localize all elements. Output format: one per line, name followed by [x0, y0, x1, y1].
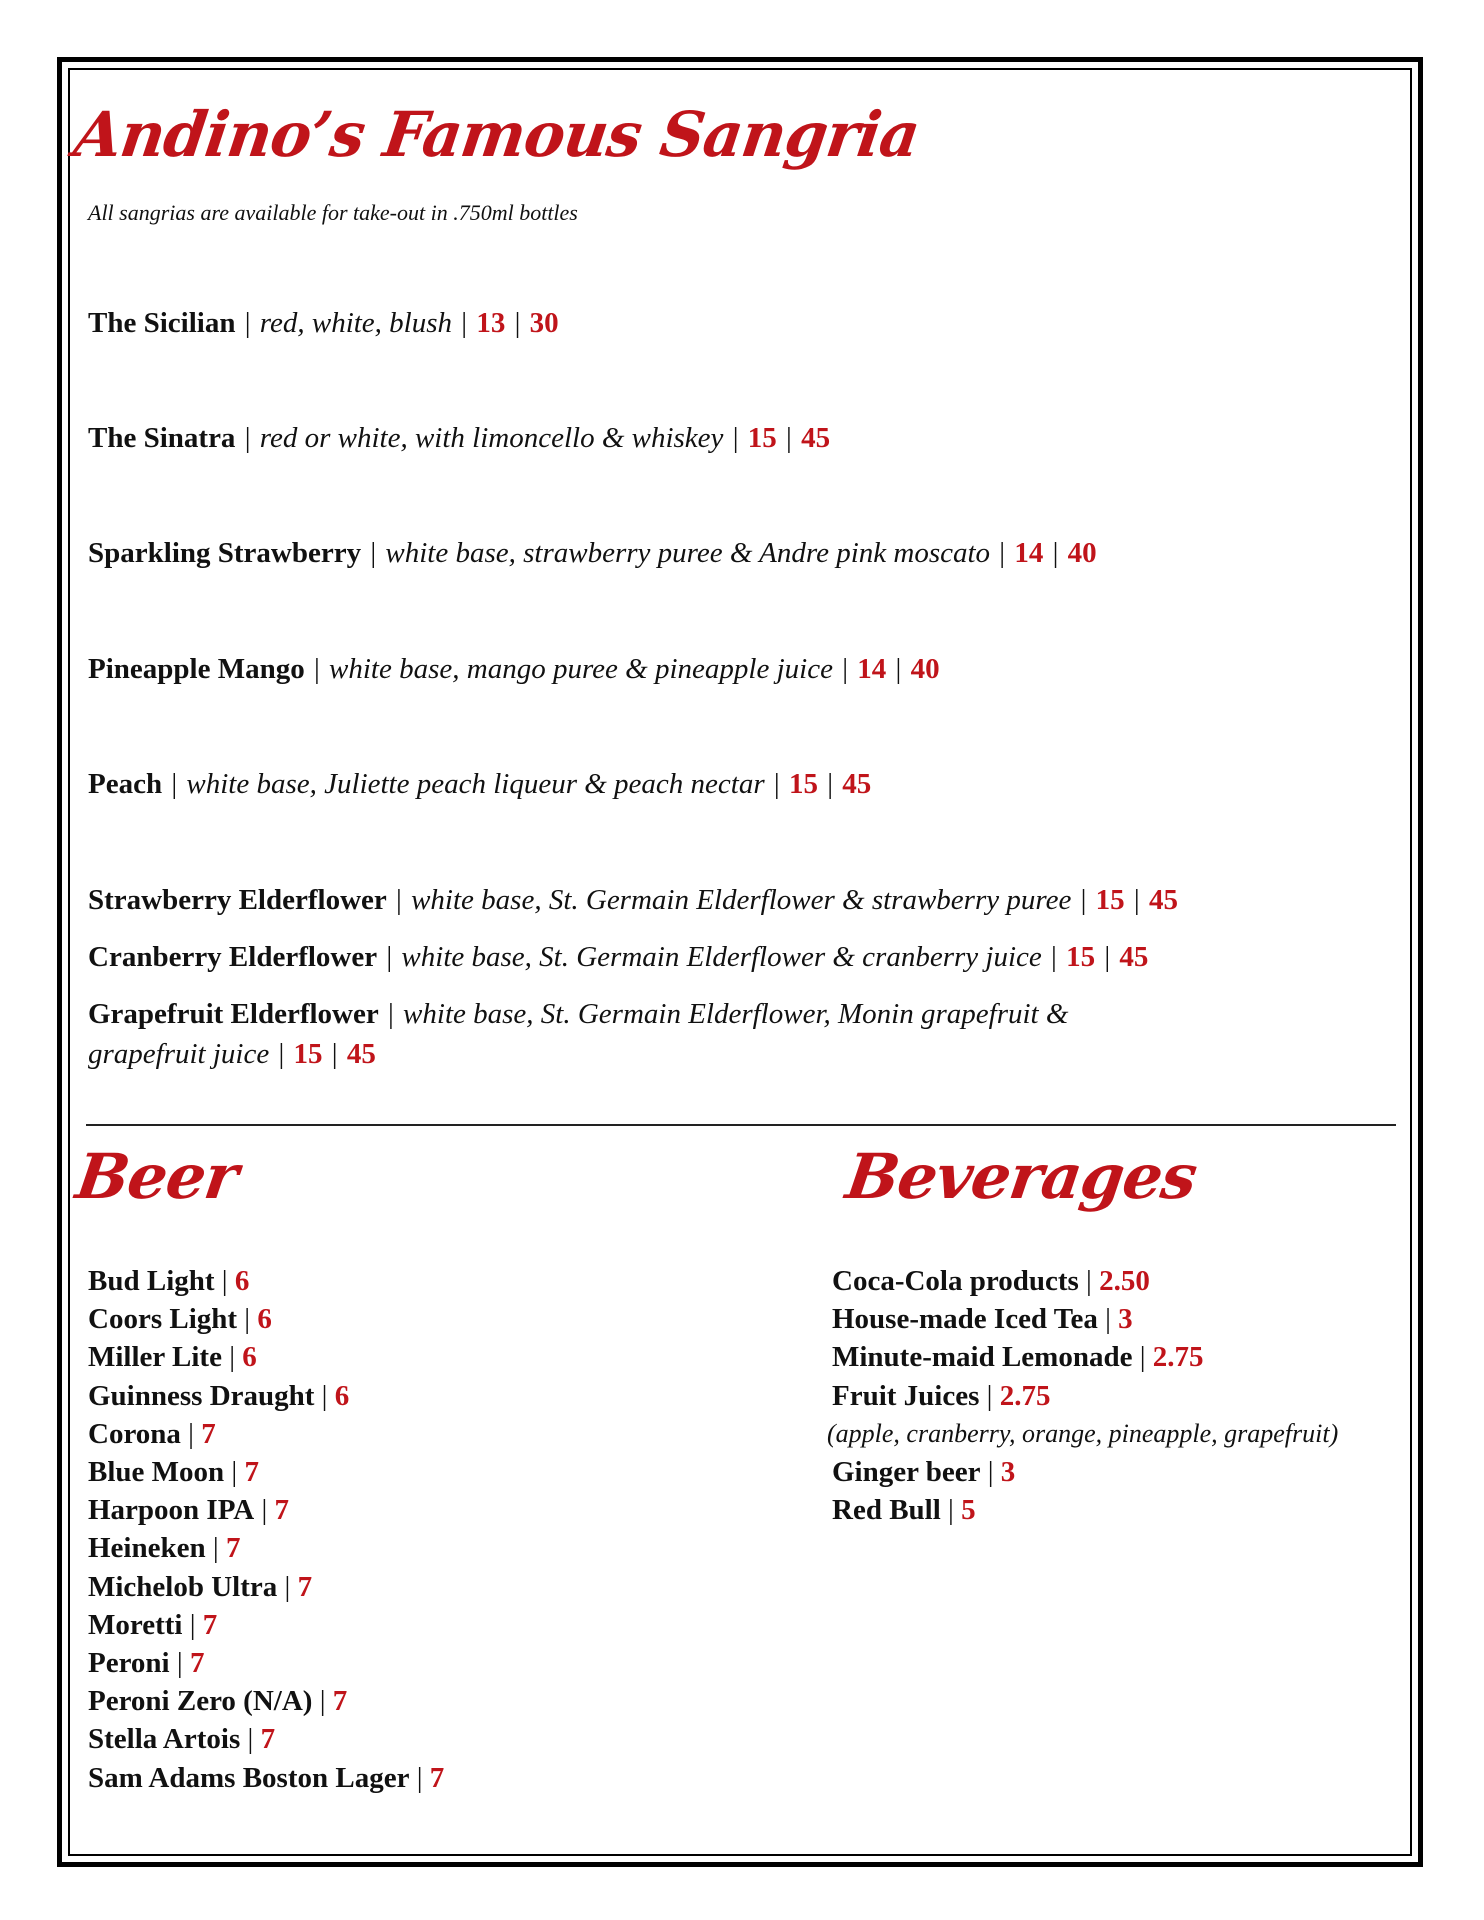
item-desc: white base, St. Germain Elderflower & strawberry puree — [411, 884, 1072, 916]
item-desc: white base, mango puree & pineapple juice — [329, 653, 833, 685]
sangria-item-pineapple-mango: Pineapple Mango | white base, mango puree & pineapple juice | 14 | 40 — [88, 653, 940, 685]
item-price-bottle: 45 — [842, 768, 872, 800]
section-divider — [86, 1124, 1396, 1126]
sangria-item-grapefruit-elderflower: Grapefruit Elderflower | white base, St. Germain Elderflower, Monin grapefruit & — [88, 998, 1069, 1030]
list-item: Coca-Cola products | 2.50 — [832, 1265, 1150, 1297]
item-price-bottle: 45 — [801, 422, 831, 454]
sangria-item-grapefruit-elderflower-cont: grapefruit juice | 15 | 45 — [88, 1038, 376, 1070]
item-desc-cont: grapefruit juice — [88, 1038, 270, 1070]
item-name: Cranberry Elderflower — [88, 941, 378, 973]
list-item: Corona | 7 — [88, 1417, 216, 1450]
beverages-title: Beverages — [841, 1140, 1201, 1213]
beer-list — [88, 1262, 444, 1797]
item-price-bottle: 40 — [910, 653, 940, 685]
list-item: Fruit Juices | 2.75 — [832, 1379, 1051, 1412]
item-name: Grapefruit Elderflower — [88, 998, 379, 1030]
item-name: The Sinatra — [88, 422, 236, 454]
item-price-bottle: 45 — [1148, 884, 1178, 916]
item-price-glass: 15 — [1095, 884, 1125, 916]
sangria-item-sparkling-strawberry: Sparkling Strawberry | white base, strawberry puree & Andre pink moscato | 14 | 40 — [88, 537, 1097, 569]
list-item: Sam Adams Boston Lager | 7 — [88, 1761, 445, 1794]
sangria-item-sicilian: The Sicilian | red, white, blush | 13 | 30 — [88, 307, 559, 339]
item-price-glass: 14 — [857, 653, 887, 685]
item-price-glass: 15 — [788, 768, 818, 800]
item-name: Sparkling Strawberry — [88, 537, 362, 569]
list-item: Harpoon IPA | 7 — [88, 1494, 290, 1527]
list-item: Ginger beer | 3 — [832, 1456, 1016, 1489]
item-desc: white base, Juliette peach liqueur & peach nectar — [186, 768, 765, 800]
sangria-item-cranberry-elderflower: Cranberry Elderflower | white base, St. Germain Elderflower & cranberry juice | 15 | 45 — [88, 941, 1149, 973]
beverages-list — [827, 1262, 1339, 1529]
item-price-bottle: 30 — [529, 307, 559, 339]
item-desc: red or white, with limoncello & whiskey — [259, 422, 724, 454]
item-price-glass: 14 — [1014, 537, 1044, 569]
sangria-title: Andino’s Famous Sangria — [69, 98, 924, 171]
item-desc: white base, strawberry puree & Andre pink moscato — [385, 537, 991, 569]
sangria-item-peach: Peach | white base, Juliette peach liqueur & peach nectar | 15 | 45 — [88, 768, 872, 800]
item-desc: white base, St. Germain Elderflower, Monin grapefruit & — [403, 998, 1069, 1030]
list-item: Coors Light | 6 — [88, 1303, 272, 1336]
list-item: Blue Moon | 7 — [88, 1456, 259, 1489]
sangria-subtitle: All sangrias are available for take-out in .750ml bottles — [88, 200, 578, 225]
list-item: Minute-maid Lemonade | 2.75 — [832, 1341, 1204, 1374]
list-item: Heineken | 7 — [88, 1532, 241, 1565]
list-item: Bud Light | 6 — [88, 1265, 250, 1297]
item-desc: white base, St. Germain Elderflower & cranberry juice — [401, 941, 1042, 973]
item-price-glass: 15 — [293, 1038, 323, 1070]
item-price-bottle: 45 — [1119, 941, 1149, 973]
sangria-item-sinatra: The Sinatra | red or white, with limoncello & whiskey | 15 | 45 — [88, 422, 831, 454]
list-item: Stella Artois | 7 — [88, 1723, 276, 1756]
list-item: House-made Iced Tea | 3 — [832, 1303, 1133, 1336]
list-item: Michelob Ultra | 7 — [88, 1570, 313, 1603]
item-price-glass: 15 — [1066, 941, 1096, 973]
item-price-glass: 15 — [747, 422, 777, 454]
list-item: Moretti | 7 — [88, 1608, 218, 1641]
beer-title: Beer — [71, 1140, 242, 1213]
item-name: Strawberry Elderflower — [88, 884, 387, 916]
item-desc: red, white, blush — [259, 307, 453, 339]
item-price-glass: 13 — [476, 307, 506, 339]
list-item: Guinness Draught | 6 — [88, 1379, 350, 1412]
list-item: Miller Lite | 6 — [88, 1341, 257, 1374]
item-price-bottle: 40 — [1067, 537, 1097, 569]
item-name: The Sicilian — [88, 307, 236, 339]
list-item: Red Bull | 5 — [832, 1494, 976, 1527]
list-item: Peroni | 7 — [88, 1647, 205, 1680]
item-name: Pineapple Mango — [88, 653, 305, 685]
sangria-item-strawberry-elderflower: Strawberry Elderflower | white base, St. Germain Elderflower & strawberry puree | 15 | 45 — [88, 884, 1178, 916]
juice-note: (apple, cranberry, orange, pineapple, grapefruit) — [827, 1418, 1339, 1448]
item-price-bottle: 45 — [346, 1038, 376, 1070]
list-item: Peroni Zero (N/A) | 7 — [88, 1685, 348, 1718]
item-name: Peach — [88, 768, 163, 800]
